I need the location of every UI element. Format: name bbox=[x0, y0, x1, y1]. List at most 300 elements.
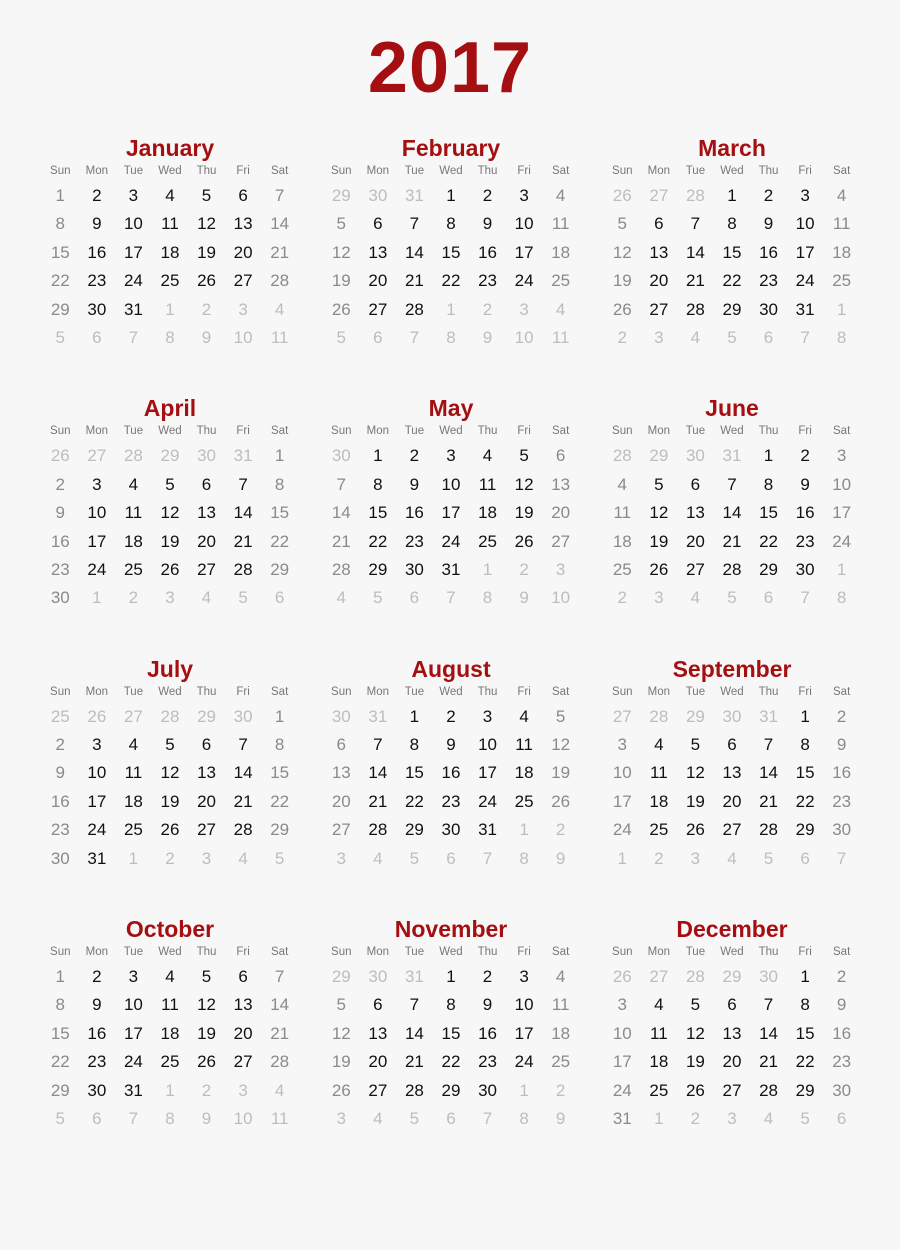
day-cell: 11 bbox=[832, 214, 851, 234]
week-row bbox=[42, 731, 298, 759]
day-cell: 7 bbox=[690, 214, 701, 234]
weekday-header bbox=[604, 420, 860, 442]
weekday-label: Thu bbox=[477, 425, 498, 438]
weekday-label: Sat bbox=[833, 946, 851, 959]
week-row bbox=[323, 963, 579, 991]
weekday-label: Sun bbox=[50, 165, 71, 177]
day-cell: 4 bbox=[165, 186, 175, 205]
day-cell: 15 bbox=[441, 1023, 461, 1043]
day-cell: 12 bbox=[331, 1023, 351, 1043]
day-cell: 4 bbox=[128, 735, 139, 755]
day-cell: 24 bbox=[612, 820, 632, 840]
outside-day-cell: 3 bbox=[336, 848, 347, 868]
day-cell: 20 bbox=[368, 271, 388, 291]
day-cell: 30 bbox=[795, 559, 815, 579]
outside-day-cell: 6 bbox=[373, 327, 383, 347]
outside-day-cell: 5 bbox=[800, 1108, 810, 1128]
day-cell: 25 bbox=[551, 271, 571, 291]
weekday-label: Fri bbox=[798, 165, 812, 177]
weekday-label: Mon bbox=[85, 685, 109, 698]
week-row bbox=[323, 1048, 579, 1076]
day-cell: 25 bbox=[478, 531, 497, 551]
weekday-label: Tue bbox=[404, 425, 425, 438]
day-cell: 5 bbox=[654, 474, 664, 494]
weekday-label: Tue bbox=[404, 946, 425, 959]
day-cell: 27 bbox=[197, 559, 216, 579]
day-cell: 16 bbox=[759, 242, 778, 262]
outside-day-cell: 5 bbox=[409, 1108, 420, 1128]
day-cell: 30 bbox=[441, 820, 461, 840]
day-cell: 20 bbox=[722, 1052, 742, 1072]
weekday-header bbox=[42, 681, 298, 703]
day-cell: 25 bbox=[160, 1052, 180, 1072]
day-cell: 31 bbox=[87, 848, 107, 868]
day-cell: 23 bbox=[404, 531, 424, 551]
outside-day-cell: 6 bbox=[92, 327, 102, 347]
day-cell: 21 bbox=[722, 531, 742, 551]
day-cell: 8 bbox=[800, 995, 810, 1015]
outside-day-cell: 6 bbox=[446, 1108, 456, 1128]
outside-day-cell: 28 bbox=[649, 706, 669, 726]
week-row bbox=[42, 963, 298, 991]
day-cell: 30 bbox=[478, 1080, 497, 1100]
week-row bbox=[604, 731, 860, 759]
day-cell: 25 bbox=[551, 1052, 571, 1072]
outside-day-cell: 5 bbox=[763, 848, 774, 868]
outside-day-cell: 26 bbox=[87, 706, 107, 726]
weekday-header bbox=[42, 941, 298, 963]
weekday-label: Tue bbox=[685, 425, 706, 438]
day-cell: 18 bbox=[551, 242, 571, 262]
weekday-label: Sun bbox=[612, 425, 633, 438]
week-row bbox=[604, 991, 860, 1019]
weekday-label: Sun bbox=[331, 946, 352, 959]
day-cell: 22 bbox=[441, 271, 461, 291]
outside-day-cell: 9 bbox=[555, 848, 566, 868]
week-row bbox=[42, 499, 298, 527]
day-cell: 27 bbox=[233, 271, 253, 291]
outside-day-cell: 5 bbox=[55, 1108, 66, 1128]
day-cell: 15 bbox=[270, 763, 290, 783]
day-cell: 6 bbox=[336, 735, 347, 755]
outside-day-cell: 10 bbox=[551, 588, 571, 608]
day-cell: 21 bbox=[759, 1052, 778, 1072]
week-row bbox=[323, 556, 579, 584]
day-cell: 15 bbox=[50, 1023, 70, 1043]
weekday-label: Sat bbox=[552, 685, 570, 698]
day-cell: 1 bbox=[727, 186, 737, 205]
month-may bbox=[323, 392, 579, 612]
day-cell: 25 bbox=[649, 1080, 669, 1100]
day-cell: 16 bbox=[478, 242, 497, 262]
day-cell: 13 bbox=[649, 242, 669, 262]
outside-day-cell: 31 bbox=[404, 186, 424, 205]
weekday-label: Sat bbox=[552, 165, 570, 177]
day-cell: 28 bbox=[270, 1052, 290, 1072]
outside-day-cell: 7 bbox=[800, 327, 810, 347]
day-cell: 13 bbox=[197, 763, 216, 783]
day-cell: 2 bbox=[836, 967, 847, 987]
week-row bbox=[323, 1077, 579, 1105]
day-cell: 26 bbox=[331, 1080, 351, 1100]
weekday-label: Sun bbox=[331, 425, 352, 438]
month-name: January bbox=[125, 135, 215, 161]
outside-day-cell: 2 bbox=[201, 299, 212, 319]
day-cell: 1 bbox=[800, 967, 810, 987]
day-cell: 3 bbox=[128, 186, 139, 205]
day-cell: 26 bbox=[649, 559, 669, 579]
week-row bbox=[323, 584, 579, 612]
day-cell: 13 bbox=[722, 763, 742, 783]
day-cell: 7 bbox=[409, 995, 420, 1015]
day-cell: 4 bbox=[654, 995, 664, 1015]
day-cell: 18 bbox=[649, 1052, 669, 1072]
week-row bbox=[604, 1020, 860, 1048]
week-row bbox=[323, 845, 579, 873]
day-cell: 15 bbox=[759, 503, 778, 523]
day-cell: 11 bbox=[515, 735, 533, 755]
day-cell: 15 bbox=[795, 1023, 815, 1043]
week-row bbox=[42, 703, 298, 731]
day-cell: 29 bbox=[368, 559, 388, 579]
outside-day-cell: 2 bbox=[555, 820, 566, 840]
day-cell: 17 bbox=[87, 531, 107, 551]
outside-day-cell: 3 bbox=[238, 299, 248, 319]
day-cell: 13 bbox=[368, 1023, 388, 1043]
month-july bbox=[42, 653, 298, 873]
day-cell: 5 bbox=[165, 474, 175, 494]
outside-day-cell: 10 bbox=[233, 327, 253, 347]
day-cell: 25 bbox=[514, 791, 534, 811]
weekday-label: Sun bbox=[50, 685, 71, 698]
outside-day-cell: 27 bbox=[612, 706, 632, 726]
day-cell: 11 bbox=[124, 503, 143, 523]
weekday-label: Fri bbox=[798, 946, 812, 959]
week-row bbox=[42, 528, 298, 556]
day-cell: 16 bbox=[795, 503, 815, 523]
day-cell: 11 bbox=[161, 214, 179, 234]
outside-day-cell: 30 bbox=[685, 446, 705, 466]
month-november bbox=[323, 913, 579, 1133]
day-cell: 9 bbox=[836, 735, 847, 755]
week-row bbox=[323, 1020, 579, 1048]
day-cell: 8 bbox=[55, 995, 66, 1015]
day-cell: 15 bbox=[270, 503, 290, 523]
weekday-label: Sun bbox=[612, 685, 633, 698]
week-row bbox=[323, 210, 579, 238]
day-cell: 9 bbox=[92, 995, 102, 1015]
weekday-header bbox=[604, 160, 860, 182]
outside-day-cell: 7 bbox=[482, 1108, 493, 1128]
weekday-label: Thu bbox=[758, 685, 779, 698]
outside-day-cell: 8 bbox=[165, 327, 175, 347]
outside-day-cell: 1 bbox=[165, 299, 175, 319]
day-cell: 1 bbox=[409, 706, 420, 726]
day-cell: 3 bbox=[482, 706, 493, 726]
day-cell: 24 bbox=[612, 1080, 632, 1100]
outside-day-cell: 1 bbox=[617, 848, 628, 868]
month-name: February bbox=[401, 135, 501, 161]
outside-day-cell: 31 bbox=[404, 967, 424, 987]
day-cell: 9 bbox=[409, 474, 420, 494]
day-cell: 6 bbox=[727, 735, 737, 755]
weekday-label: Sat bbox=[271, 425, 289, 438]
day-cell: 10 bbox=[87, 503, 107, 523]
day-cell: 31 bbox=[123, 1080, 143, 1100]
day-cell: 26 bbox=[612, 299, 632, 319]
week-row bbox=[323, 267, 579, 295]
weekday-label: Fri bbox=[236, 685, 250, 698]
weekday-label: Fri bbox=[517, 946, 531, 959]
weekday-header bbox=[604, 941, 860, 963]
week-row bbox=[604, 182, 860, 210]
day-cell: 15 bbox=[404, 763, 424, 783]
outside-day-cell: 3 bbox=[238, 1080, 248, 1100]
day-cell: 30 bbox=[50, 588, 70, 608]
week-row bbox=[604, 324, 860, 352]
day-cell: 25 bbox=[123, 820, 143, 840]
week-row bbox=[604, 499, 860, 527]
outside-day-cell: 28 bbox=[612, 446, 632, 466]
day-cell: 8 bbox=[446, 995, 456, 1015]
weekday-label: Tue bbox=[404, 165, 425, 177]
day-cell: 20 bbox=[722, 791, 742, 811]
week-row bbox=[323, 182, 579, 210]
day-cell: 11 bbox=[650, 763, 668, 783]
outside-day-cell: 27 bbox=[87, 446, 107, 466]
day-cell: 9 bbox=[482, 995, 493, 1015]
outside-day-cell: 8 bbox=[836, 588, 847, 608]
day-cell: 17 bbox=[832, 503, 852, 523]
day-cell: 2 bbox=[55, 474, 66, 494]
day-cell: 7 bbox=[409, 214, 420, 234]
day-cell: 27 bbox=[197, 820, 216, 840]
day-cell: 9 bbox=[55, 503, 66, 523]
day-cell: 10 bbox=[87, 763, 107, 783]
outside-day-cell: 3 bbox=[727, 1108, 737, 1128]
day-cell: 11 bbox=[551, 995, 570, 1015]
outside-day-cell: 9 bbox=[519, 588, 529, 608]
day-cell: 14 bbox=[233, 763, 253, 783]
day-cell: 24 bbox=[514, 1052, 534, 1072]
outside-day-cell: 29 bbox=[649, 446, 669, 466]
outside-day-cell: 8 bbox=[446, 327, 456, 347]
day-cell: 22 bbox=[795, 1052, 815, 1072]
outside-day-cell: 1 bbox=[836, 299, 847, 319]
outside-day-cell: 1 bbox=[482, 559, 493, 579]
weekday-label: Wed bbox=[158, 946, 182, 959]
weekday-label: Sun bbox=[612, 165, 633, 177]
day-cell: 29 bbox=[270, 820, 290, 840]
outside-day-cell: 6 bbox=[92, 1108, 102, 1128]
day-cell: 8 bbox=[274, 474, 285, 494]
week-row bbox=[42, 816, 298, 844]
day-cell: 11 bbox=[650, 1023, 668, 1043]
day-cell: 14 bbox=[759, 763, 778, 783]
outside-day-cell: 7 bbox=[128, 1108, 139, 1128]
day-cell: 1 bbox=[446, 186, 456, 205]
outside-day-cell: 8 bbox=[519, 1108, 529, 1128]
outside-day-cell: 1 bbox=[519, 820, 529, 840]
day-cell: 13 bbox=[551, 474, 571, 494]
outside-day-cell: 3 bbox=[654, 588, 664, 608]
day-cell: 10 bbox=[795, 214, 815, 234]
outside-day-cell: 27 bbox=[649, 186, 669, 205]
day-cell: 18 bbox=[160, 1023, 180, 1043]
outside-day-cell: 28 bbox=[123, 446, 143, 466]
day-cell: 12 bbox=[649, 503, 669, 523]
weekday-header bbox=[323, 160, 579, 182]
day-cell: 14 bbox=[759, 1023, 778, 1043]
outside-day-cell: 27 bbox=[649, 967, 669, 987]
day-cell: 14 bbox=[404, 242, 424, 262]
day-cell: 16 bbox=[478, 1023, 497, 1043]
day-cell: 4 bbox=[836, 186, 847, 205]
outside-day-cell: 5 bbox=[274, 848, 285, 868]
weekday-label: Fri bbox=[798, 425, 812, 438]
week-row bbox=[42, 991, 298, 1019]
outside-day-cell: 30 bbox=[368, 186, 388, 205]
outside-day-cell: 2 bbox=[654, 848, 664, 868]
day-cell: 15 bbox=[50, 242, 70, 262]
outside-day-cell: 30 bbox=[331, 446, 351, 466]
outside-day-cell: 2 bbox=[519, 559, 529, 579]
outside-day-cell: 3 bbox=[690, 848, 701, 868]
weekday-label: Tue bbox=[685, 685, 706, 698]
day-cell: 2 bbox=[409, 446, 420, 466]
outside-day-cell: 29 bbox=[685, 706, 705, 726]
day-cell: 13 bbox=[722, 1023, 742, 1043]
day-cell: 17 bbox=[612, 791, 632, 811]
outside-day-cell: 28 bbox=[685, 186, 705, 205]
day-cell: 21 bbox=[233, 531, 253, 551]
day-cell: 27 bbox=[722, 1080, 742, 1100]
outside-day-cell: 7 bbox=[800, 588, 810, 608]
day-cell: 24 bbox=[795, 271, 815, 291]
weekday-label: Sun bbox=[331, 685, 352, 698]
outside-day-cell: 4 bbox=[274, 299, 285, 319]
day-cell: 18 bbox=[551, 1023, 571, 1043]
day-cell: 5 bbox=[519, 446, 529, 466]
day-cell: 24 bbox=[832, 531, 852, 551]
month-name: September bbox=[672, 655, 792, 682]
day-cell: 1 bbox=[55, 186, 66, 205]
day-cell: 21 bbox=[331, 531, 351, 551]
day-cell: 23 bbox=[441, 791, 461, 811]
day-cell: 9 bbox=[446, 735, 456, 755]
outside-day-cell: 4 bbox=[238, 848, 248, 868]
outside-day-cell: 28 bbox=[685, 967, 705, 987]
outside-day-cell: 4 bbox=[373, 1108, 383, 1128]
week-row bbox=[604, 963, 860, 991]
day-cell: 10 bbox=[123, 995, 143, 1015]
outside-day-cell: 5 bbox=[373, 588, 383, 608]
weekday-label: Tue bbox=[123, 685, 144, 698]
day-cell: 26 bbox=[685, 1080, 705, 1100]
weekday-header bbox=[604, 681, 860, 703]
weekday-label: Mon bbox=[85, 425, 109, 438]
weekday-label: Wed bbox=[720, 685, 744, 698]
day-cell: 30 bbox=[832, 1080, 852, 1100]
day-cell: 16 bbox=[404, 503, 424, 523]
day-cell: 5 bbox=[336, 214, 347, 234]
day-cell: 17 bbox=[514, 242, 534, 262]
day-cell: 10 bbox=[612, 1023, 632, 1043]
day-cell: 24 bbox=[87, 820, 107, 840]
day-cell: 8 bbox=[373, 474, 383, 494]
day-cell: 25 bbox=[832, 271, 852, 291]
outside-day-cell: 31 bbox=[759, 706, 778, 726]
outside-day-cell: 1 bbox=[92, 588, 102, 608]
weekday-label: Wed bbox=[439, 165, 463, 177]
outside-day-cell: 30 bbox=[331, 706, 351, 726]
day-cell: 26 bbox=[331, 299, 351, 319]
weekday-label: Fri bbox=[517, 165, 531, 177]
weekday-label: Sat bbox=[271, 685, 289, 698]
outside-day-cell: 11 bbox=[270, 1108, 289, 1128]
day-cell: 1 bbox=[446, 967, 456, 987]
outside-day-cell: 4 bbox=[727, 848, 737, 868]
day-cell: 5 bbox=[690, 995, 701, 1015]
day-cell: 26 bbox=[160, 820, 180, 840]
weekday-label: Sun bbox=[50, 425, 71, 438]
day-cell: 23 bbox=[478, 1052, 497, 1072]
outside-day-cell: 30 bbox=[722, 706, 742, 726]
month-october bbox=[42, 913, 298, 1133]
day-cell: 5 bbox=[201, 967, 212, 987]
day-cell: 13 bbox=[331, 763, 351, 783]
day-cell: 22 bbox=[404, 791, 424, 811]
day-cell: 9 bbox=[763, 214, 774, 234]
weekday-label: Tue bbox=[685, 165, 706, 177]
day-cell: 15 bbox=[795, 763, 815, 783]
day-cell: 27 bbox=[685, 559, 705, 579]
day-cell: 10 bbox=[123, 214, 143, 234]
day-cell: 8 bbox=[446, 214, 456, 234]
outside-day-cell: 29 bbox=[160, 446, 180, 466]
day-cell: 30 bbox=[50, 848, 70, 868]
day-cell: 3 bbox=[617, 735, 628, 755]
day-cell: 16 bbox=[441, 763, 461, 783]
day-cell: 28 bbox=[233, 820, 253, 840]
day-cell: 2 bbox=[92, 186, 102, 205]
day-cell: 11 bbox=[551, 214, 570, 234]
day-cell: 18 bbox=[514, 763, 534, 783]
week-row bbox=[323, 703, 579, 731]
day-cell: 21 bbox=[685, 271, 705, 291]
day-cell: 29 bbox=[50, 1080, 70, 1100]
month-name: May bbox=[428, 395, 474, 422]
day-cell: 15 bbox=[722, 242, 742, 262]
day-cell: 5 bbox=[336, 995, 347, 1015]
weekday-label: Tue bbox=[123, 165, 144, 177]
outside-day-cell: 3 bbox=[519, 299, 529, 319]
outside-day-cell: 25 bbox=[50, 706, 70, 726]
weekday-label: Thu bbox=[477, 685, 498, 698]
day-cell: 22 bbox=[722, 271, 742, 291]
day-cell: 29 bbox=[404, 820, 424, 840]
day-cell: 17 bbox=[441, 503, 461, 523]
day-cell: 26 bbox=[551, 791, 571, 811]
outside-day-cell: 30 bbox=[759, 967, 778, 987]
outside-day-cell: 3 bbox=[555, 559, 566, 579]
week-row bbox=[604, 471, 860, 499]
day-cell: 18 bbox=[612, 531, 632, 551]
month-name: April bbox=[143, 395, 197, 422]
day-cell: 1 bbox=[274, 706, 285, 726]
weekday-label: Mon bbox=[366, 425, 390, 438]
day-cell: 19 bbox=[331, 271, 351, 291]
